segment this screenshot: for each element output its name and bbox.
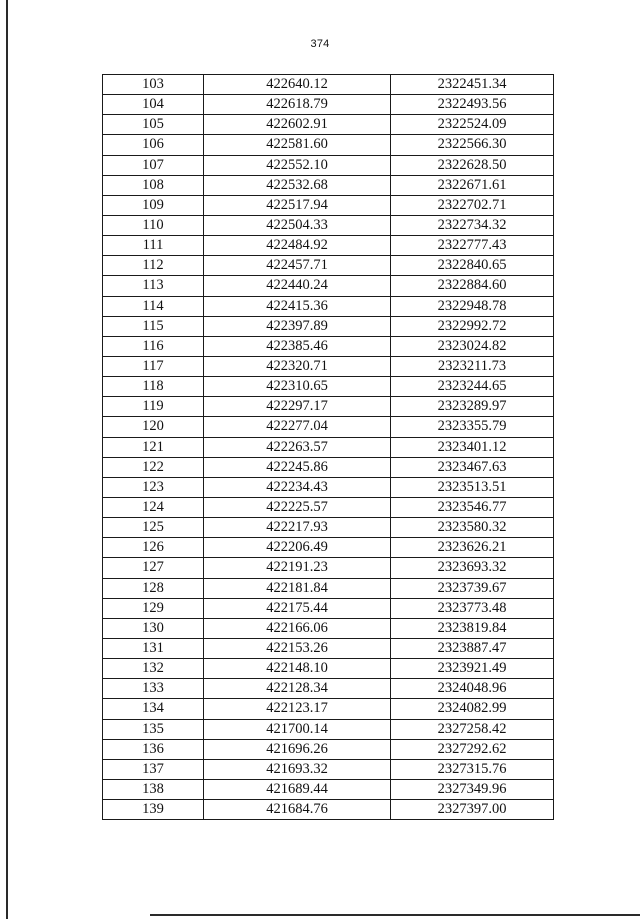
x-coordinate-cell: 421689.44 bbox=[204, 779, 391, 799]
x-coordinate-cell: 422191.23 bbox=[204, 558, 391, 578]
table-row bbox=[103, 377, 554, 397]
y-coordinate-cell: 2322840.65 bbox=[391, 256, 554, 276]
table-row bbox=[103, 135, 554, 155]
point-number-cell: 103 bbox=[103, 75, 204, 95]
point-number-cell: 123 bbox=[103, 477, 204, 497]
x-coordinate-cell: 422457.71 bbox=[204, 256, 391, 276]
point-number-cell: 130 bbox=[103, 618, 204, 638]
x-coordinate-cell: 422245.86 bbox=[204, 457, 391, 477]
y-coordinate-cell: 2323546.77 bbox=[391, 497, 554, 517]
table-row bbox=[103, 95, 554, 115]
table-row bbox=[103, 155, 554, 175]
y-coordinate-cell: 2323513.51 bbox=[391, 477, 554, 497]
point-number-cell: 121 bbox=[103, 437, 204, 457]
table-row bbox=[103, 115, 554, 135]
point-number-cell: 139 bbox=[103, 800, 204, 820]
table-row bbox=[103, 195, 554, 215]
x-coordinate-cell: 422217.93 bbox=[204, 518, 391, 538]
y-coordinate-cell: 2327292.62 bbox=[391, 739, 554, 759]
table-row bbox=[103, 236, 554, 256]
point-number-cell: 112 bbox=[103, 256, 204, 276]
table-row bbox=[103, 356, 554, 376]
y-coordinate-cell: 2323580.32 bbox=[391, 518, 554, 538]
table-row bbox=[103, 739, 554, 759]
point-number-cell: 118 bbox=[103, 377, 204, 397]
x-coordinate-cell: 422181.84 bbox=[204, 578, 391, 598]
table-row bbox=[103, 719, 554, 739]
y-coordinate-cell: 2323211.73 bbox=[391, 356, 554, 376]
table-row bbox=[103, 638, 554, 658]
y-coordinate-cell: 2324082.99 bbox=[391, 699, 554, 719]
x-coordinate-cell: 422148.10 bbox=[204, 659, 391, 679]
x-coordinate-cell: 422225.57 bbox=[204, 497, 391, 517]
table-row bbox=[103, 316, 554, 336]
x-coordinate-cell: 422297.17 bbox=[204, 397, 391, 417]
point-number-cell: 136 bbox=[103, 739, 204, 759]
point-number-cell: 110 bbox=[103, 215, 204, 235]
point-number-cell: 109 bbox=[103, 195, 204, 215]
y-coordinate-cell: 2322671.61 bbox=[391, 175, 554, 195]
x-coordinate-cell: 422166.06 bbox=[204, 618, 391, 638]
x-coordinate-cell: 422517.94 bbox=[204, 195, 391, 215]
point-number-cell: 129 bbox=[103, 598, 204, 618]
point-number-cell: 134 bbox=[103, 699, 204, 719]
table-row bbox=[103, 659, 554, 679]
point-number-cell: 111 bbox=[103, 236, 204, 256]
table-row bbox=[103, 296, 554, 316]
y-coordinate-cell: 2324048.96 bbox=[391, 679, 554, 699]
y-coordinate-cell: 2322493.56 bbox=[391, 95, 554, 115]
point-number-cell: 120 bbox=[103, 417, 204, 437]
y-coordinate-cell: 2322628.50 bbox=[391, 155, 554, 175]
y-coordinate-cell: 2323401.12 bbox=[391, 437, 554, 457]
x-coordinate-cell: 422175.44 bbox=[204, 598, 391, 618]
x-coordinate-cell: 422153.26 bbox=[204, 638, 391, 658]
x-coordinate-cell: 421693.32 bbox=[204, 759, 391, 779]
y-coordinate-cell: 2323693.32 bbox=[391, 558, 554, 578]
x-coordinate-cell: 422123.17 bbox=[204, 699, 391, 719]
x-coordinate-cell: 422602.91 bbox=[204, 115, 391, 135]
y-coordinate-cell: 2322884.60 bbox=[391, 276, 554, 296]
x-coordinate-cell: 422484.92 bbox=[204, 236, 391, 256]
point-number-cell: 119 bbox=[103, 397, 204, 417]
table-row bbox=[103, 75, 554, 95]
y-coordinate-cell: 2322566.30 bbox=[391, 135, 554, 155]
table-row bbox=[103, 437, 554, 457]
table-row bbox=[103, 256, 554, 276]
y-coordinate-cell: 2327258.42 bbox=[391, 719, 554, 739]
table-row bbox=[103, 175, 554, 195]
y-coordinate-cell: 2322992.72 bbox=[391, 316, 554, 336]
point-number-cell: 122 bbox=[103, 457, 204, 477]
point-number-cell: 117 bbox=[103, 356, 204, 376]
x-coordinate-cell: 421696.26 bbox=[204, 739, 391, 759]
y-coordinate-cell: 2323024.82 bbox=[391, 336, 554, 356]
x-coordinate-cell: 422581.60 bbox=[204, 135, 391, 155]
y-coordinate-cell: 2322948.78 bbox=[391, 296, 554, 316]
x-coordinate-cell: 422277.04 bbox=[204, 417, 391, 437]
table-row bbox=[103, 759, 554, 779]
x-coordinate-cell: 422618.79 bbox=[204, 95, 391, 115]
x-coordinate-cell: 422310.65 bbox=[204, 377, 391, 397]
table-row bbox=[103, 800, 554, 820]
y-coordinate-cell: 2322702.71 bbox=[391, 195, 554, 215]
table-row bbox=[103, 417, 554, 437]
point-number-cell: 105 bbox=[103, 115, 204, 135]
point-number-cell: 125 bbox=[103, 518, 204, 538]
x-coordinate-cell: 422397.89 bbox=[204, 316, 391, 336]
y-coordinate-cell: 2323921.49 bbox=[391, 659, 554, 679]
x-coordinate-cell: 422234.43 bbox=[204, 477, 391, 497]
y-coordinate-cell: 2327315.76 bbox=[391, 759, 554, 779]
table-row bbox=[103, 538, 554, 558]
coordinate-table bbox=[102, 74, 554, 820]
y-coordinate-cell: 2323244.65 bbox=[391, 377, 554, 397]
scan-left-edge bbox=[6, 0, 8, 919]
table-row bbox=[103, 699, 554, 719]
table-row bbox=[103, 457, 554, 477]
point-number-cell: 126 bbox=[103, 538, 204, 558]
point-number-cell: 131 bbox=[103, 638, 204, 658]
x-coordinate-cell: 422440.24 bbox=[204, 276, 391, 296]
table-row bbox=[103, 578, 554, 598]
y-coordinate-cell: 2322734.32 bbox=[391, 215, 554, 235]
y-coordinate-cell: 2323739.67 bbox=[391, 578, 554, 598]
table-row bbox=[103, 276, 554, 296]
table-row bbox=[103, 598, 554, 618]
table-row bbox=[103, 397, 554, 417]
x-coordinate-cell: 422206.49 bbox=[204, 538, 391, 558]
x-coordinate-cell: 422532.68 bbox=[204, 175, 391, 195]
x-coordinate-cell: 422385.46 bbox=[204, 336, 391, 356]
x-coordinate-cell: 422552.10 bbox=[204, 155, 391, 175]
point-number-cell: 132 bbox=[103, 659, 204, 679]
y-coordinate-cell: 2322777.43 bbox=[391, 236, 554, 256]
point-number-cell: 116 bbox=[103, 336, 204, 356]
page-number: 374 bbox=[310, 38, 330, 50]
y-coordinate-cell: 2323289.97 bbox=[391, 397, 554, 417]
x-coordinate-cell: 421700.14 bbox=[204, 719, 391, 739]
y-coordinate-cell: 2323819.84 bbox=[391, 618, 554, 638]
table-row bbox=[103, 679, 554, 699]
y-coordinate-cell: 2323467.63 bbox=[391, 457, 554, 477]
point-number-cell: 115 bbox=[103, 316, 204, 336]
point-number-cell: 108 bbox=[103, 175, 204, 195]
x-coordinate-cell: 422320.71 bbox=[204, 356, 391, 376]
table-row bbox=[103, 477, 554, 497]
y-coordinate-cell: 2323773.48 bbox=[391, 598, 554, 618]
y-coordinate-cell: 2322524.09 bbox=[391, 115, 554, 135]
table-row bbox=[103, 779, 554, 799]
x-coordinate-cell: 422263.57 bbox=[204, 437, 391, 457]
x-coordinate-cell: 422128.34 bbox=[204, 679, 391, 699]
table-row bbox=[103, 618, 554, 638]
point-number-cell: 138 bbox=[103, 779, 204, 799]
point-number-cell: 113 bbox=[103, 276, 204, 296]
x-coordinate-cell: 421684.76 bbox=[204, 800, 391, 820]
point-number-cell: 124 bbox=[103, 497, 204, 517]
point-number-cell: 104 bbox=[103, 95, 204, 115]
table-row bbox=[103, 558, 554, 578]
point-number-cell: 137 bbox=[103, 759, 204, 779]
point-number-cell: 106 bbox=[103, 135, 204, 155]
scan-bottom-edge bbox=[150, 914, 640, 916]
y-coordinate-cell: 2323887.47 bbox=[391, 638, 554, 658]
x-coordinate-cell: 422415.36 bbox=[204, 296, 391, 316]
point-number-cell: 107 bbox=[103, 155, 204, 175]
table-row bbox=[103, 215, 554, 235]
y-coordinate-cell: 2322451.34 bbox=[391, 75, 554, 95]
y-coordinate-cell: 2323355.79 bbox=[391, 417, 554, 437]
point-number-cell: 133 bbox=[103, 679, 204, 699]
table-row bbox=[103, 497, 554, 517]
y-coordinate-cell: 2327397.00 bbox=[391, 800, 554, 820]
table-row bbox=[103, 518, 554, 538]
x-coordinate-cell: 422640.12 bbox=[204, 75, 391, 95]
point-number-cell: 128 bbox=[103, 578, 204, 598]
y-coordinate-cell: 2327349.96 bbox=[391, 779, 554, 799]
table-row bbox=[103, 336, 554, 356]
y-coordinate-cell: 2323626.21 bbox=[391, 538, 554, 558]
point-number-cell: 114 bbox=[103, 296, 204, 316]
x-coordinate-cell: 422504.33 bbox=[204, 215, 391, 235]
point-number-cell: 127 bbox=[103, 558, 204, 578]
coordinate-table-body bbox=[103, 75, 554, 820]
point-number-cell: 135 bbox=[103, 719, 204, 739]
